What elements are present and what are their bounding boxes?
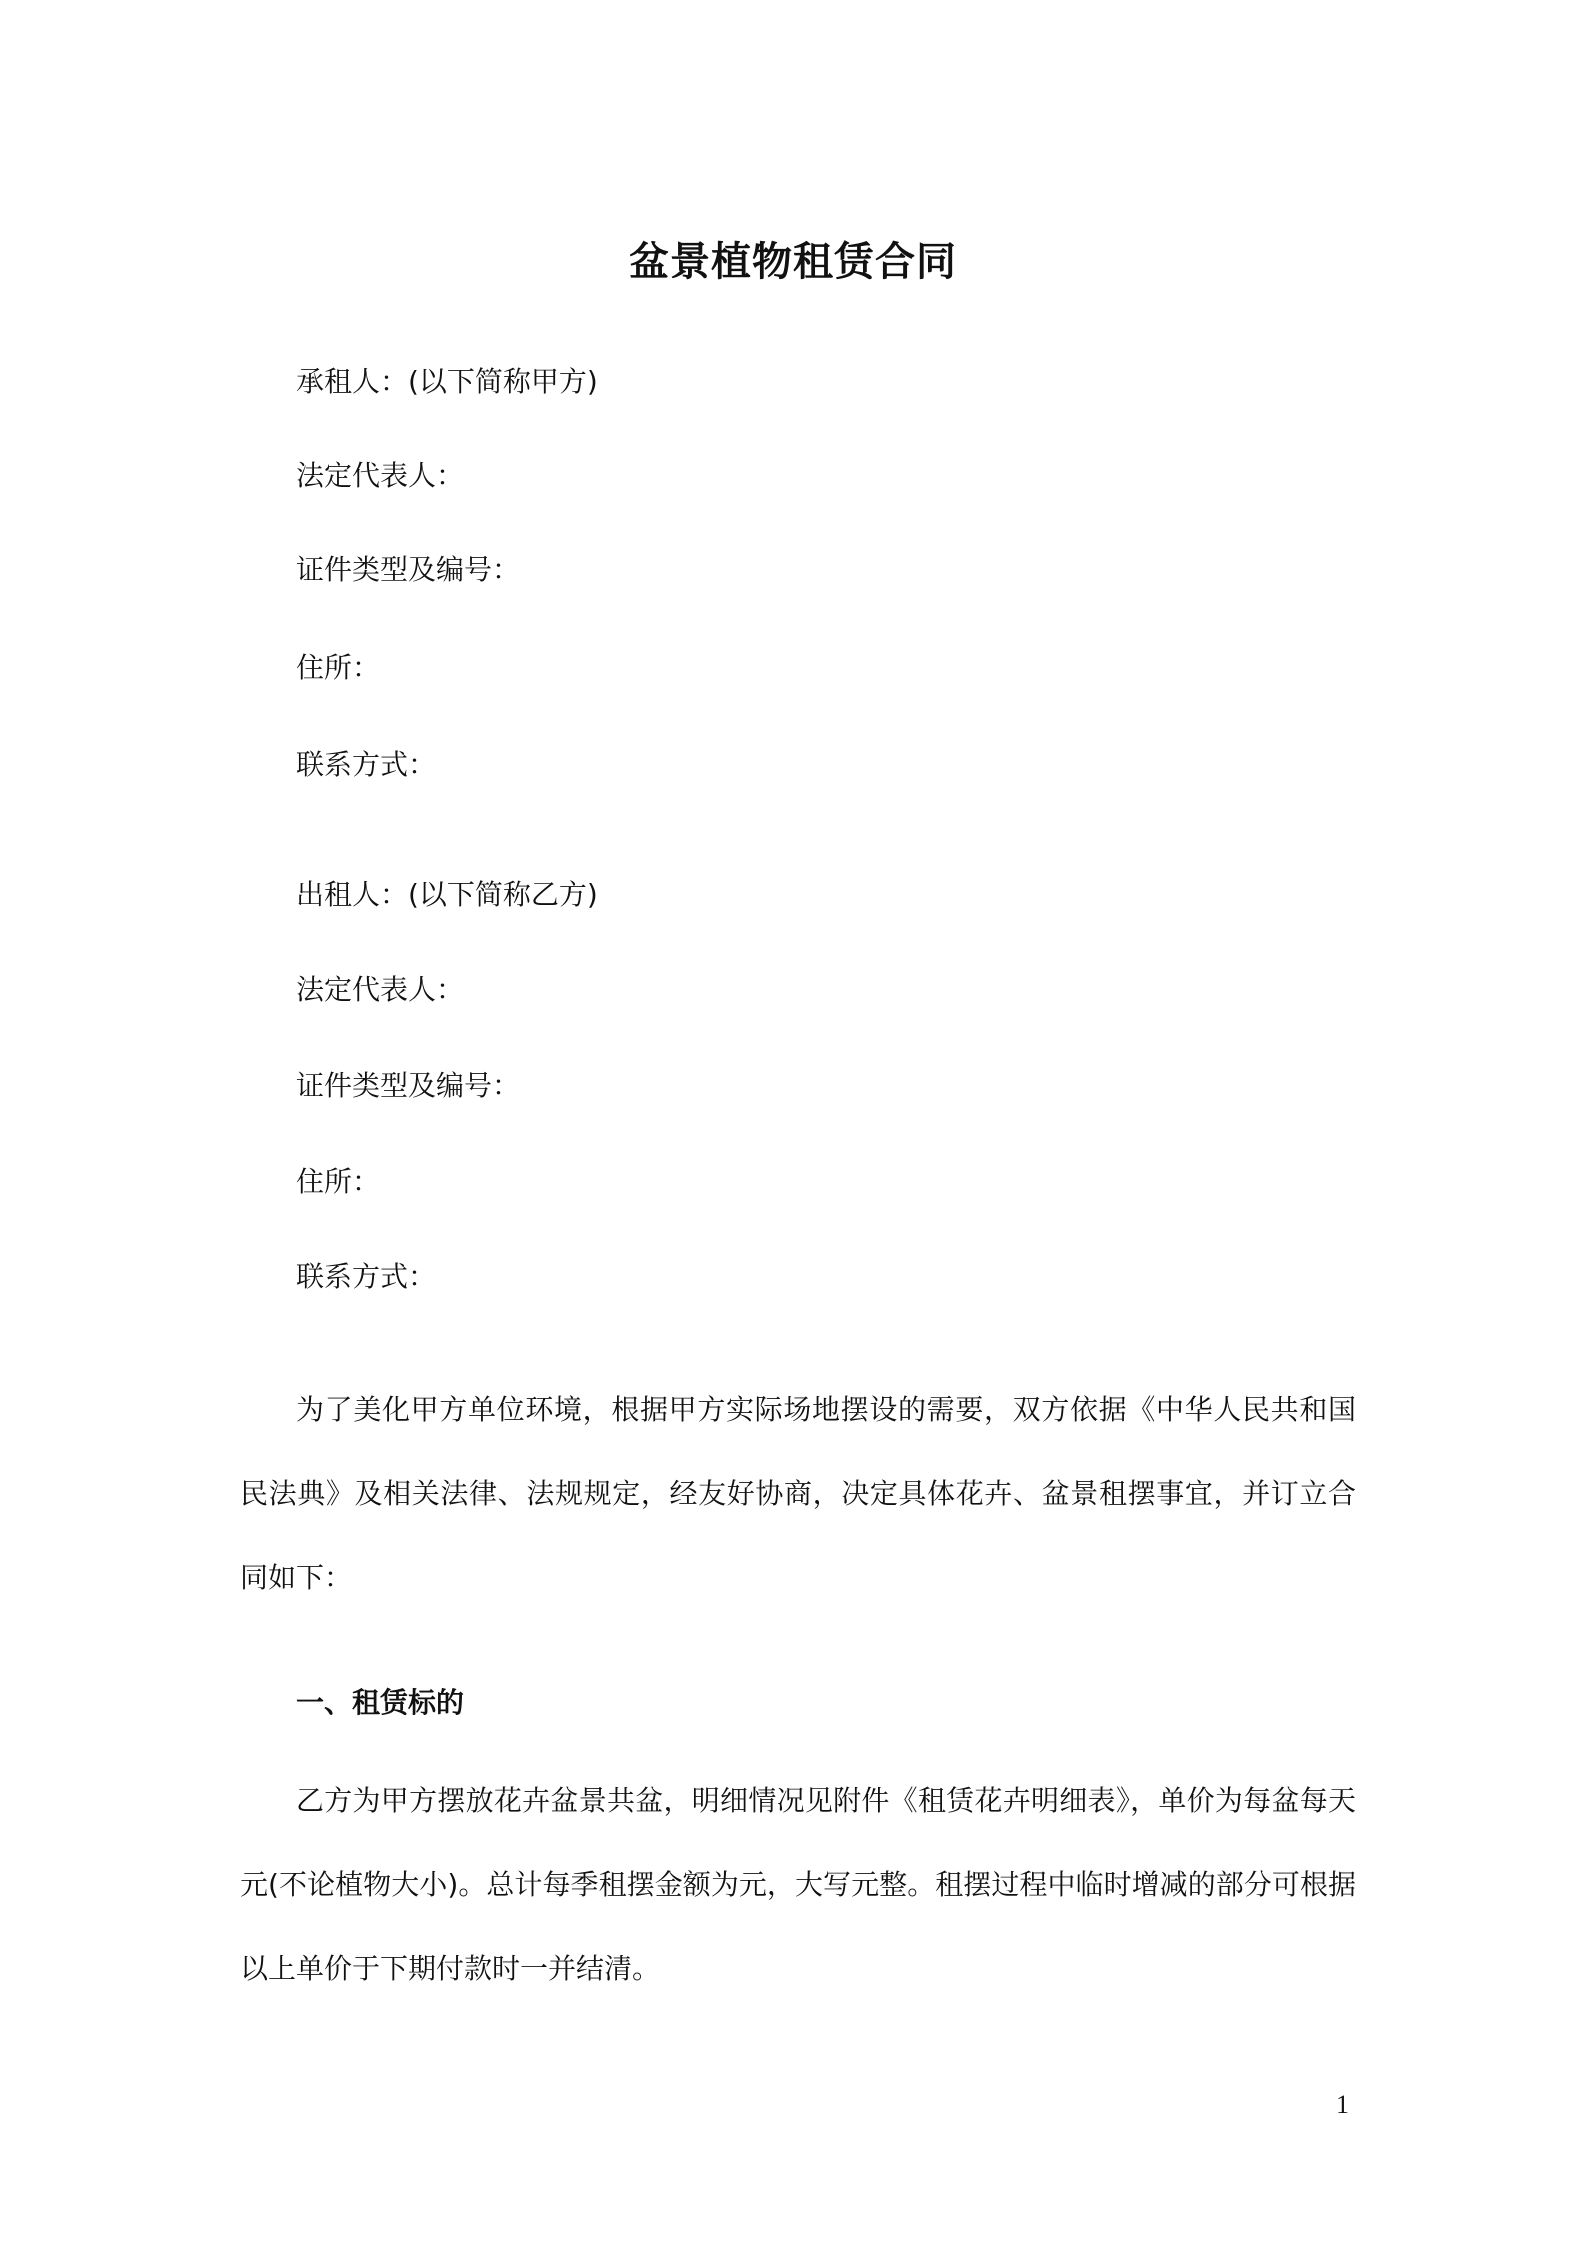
- party-b-legal-rep: 法定代表人：: [296, 973, 465, 1006]
- party-a-address: 住所：: [296, 651, 381, 684]
- party-a-id-type-no: 证件类型及编号：: [296, 553, 521, 586]
- party-b-id-type-no: 证件类型及编号：: [296, 1069, 521, 1102]
- party-a-lessee-line: 承租人：(以下简称甲方): [296, 365, 598, 398]
- party-a-contact: 联系方式：: [296, 748, 437, 781]
- document-title: 盆景植物租赁合同: [629, 239, 957, 285]
- party-b-address: 住所：: [296, 1165, 381, 1198]
- section-1-heading: 一、租赁标的: [296, 1686, 465, 1719]
- preamble-paragraph: 为了美化甲方单位环境，根据甲方实际场地摆设的需要，双方依据《中华人民共和国民法典》及相关法律、法规规定，经友好协商，决定具体花卉、盆景租摆事宜，并订立合同如下：: [240, 1393, 1356, 1594]
- party-b-contact: 联系方式：: [296, 1260, 437, 1293]
- party-b-lessor-line: 出租人：(以下简称乙方): [296, 878, 598, 911]
- page-number: 1: [1336, 2090, 1349, 2119]
- party-a-legal-rep: 法定代表人：: [296, 459, 465, 492]
- section-1-body: 乙方为甲方摆放花卉盆景共盆，明细情况见附件《租赁花卉明细表》，单价为每盆每天元(不论植物大小)。总计每季租摆金额为元，大写元整。租摆过程中临时增减的部分可根据以上单价于下期付款时一并结清。: [240, 1784, 1356, 1985]
